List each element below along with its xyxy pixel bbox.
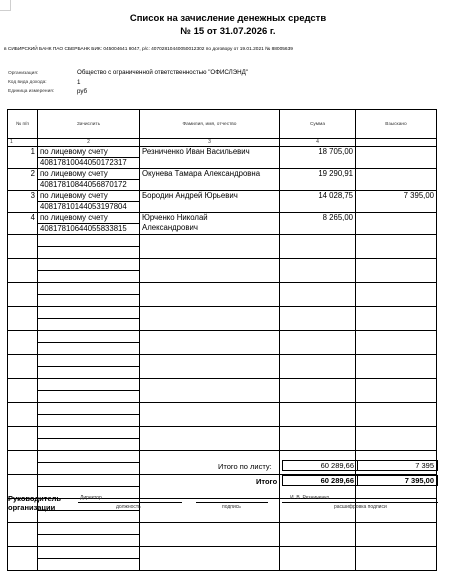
empty-cell [38, 271, 140, 283]
amount-cell: 18 705,00 [280, 147, 356, 169]
empty-cell [356, 523, 437, 547]
empty-cell [280, 403, 356, 427]
empty-cell [38, 427, 140, 439]
page-total-label: Итого по листу: [218, 462, 272, 471]
empty-cell [140, 523, 280, 547]
column-number-row [8, 139, 437, 147]
account-number: 40817810044050172317 [38, 158, 140, 169]
empty-table-row [8, 403, 437, 415]
empty-cell [280, 427, 356, 451]
income-code-value: 1 [77, 79, 81, 86]
empty-table-row [8, 259, 437, 271]
fio-cell [140, 169, 280, 191]
empty-cell [8, 355, 38, 379]
empty-cell [8, 427, 38, 451]
header-cell: Фамилия, имя, отчество [140, 110, 280, 139]
credit-type: по лицевому счету [38, 191, 140, 202]
empty-cell [38, 391, 140, 403]
empty-cell [8, 451, 38, 475]
document-number: № 15 от 31.07.2026 г. [180, 26, 276, 37]
empty-cell [356, 355, 437, 379]
document-title: Список на зачисление денежных средств [129, 13, 327, 24]
empty-cell [38, 439, 140, 451]
fio-cell [140, 147, 280, 169]
empty-cell [280, 283, 356, 307]
table-row [8, 191, 437, 202]
empty-cell [356, 427, 437, 451]
empty-cell [140, 355, 280, 379]
empty-cell [8, 379, 38, 403]
amount-cell: 14 028,75 [280, 191, 356, 213]
empty-cell [280, 523, 356, 547]
empty-cell [356, 547, 437, 571]
account-number: 40817810644055833815 [38, 224, 140, 235]
credit-type: по лицевому счету [38, 213, 140, 224]
fio-line1: Резниченко Иван Васильевич [142, 147, 250, 156]
empty-cell [280, 331, 356, 355]
column-number: 3 [140, 139, 280, 147]
empty-cell [38, 295, 140, 307]
table-row [8, 169, 437, 180]
position-line [78, 502, 182, 503]
signature-role-line2: организации [8, 503, 56, 512]
grand-total-sum: 60 289,66 [282, 475, 358, 486]
caption-position: должность [116, 504, 141, 510]
account-number: 40817810844056870172 [38, 180, 140, 191]
empty-cell [38, 283, 140, 295]
empty-cell [8, 403, 38, 427]
empty-cell [38, 235, 140, 247]
empty-cell [38, 379, 140, 391]
empty-cell [38, 319, 140, 331]
empty-cell [140, 379, 280, 403]
empty-cell [8, 523, 38, 547]
empty-table-row [8, 379, 437, 391]
name-line [282, 502, 438, 503]
empty-cell [38, 247, 140, 259]
fio-line2: Александрович [142, 223, 198, 232]
empty-cell [140, 307, 280, 331]
empty-cell [140, 427, 280, 451]
empty-cell [8, 547, 38, 571]
header-cell: Зачислить [38, 110, 140, 139]
column-number: 2 [38, 139, 140, 147]
empty-cell [280, 379, 356, 403]
header-cell: Сумма [280, 110, 356, 139]
empty-table-row [8, 355, 437, 367]
empty-table-row [8, 523, 437, 535]
empty-cell [8, 283, 38, 307]
empty-cell [280, 547, 356, 571]
credit-type: по лицевому счету [38, 147, 140, 158]
unit-value: руб [77, 88, 88, 95]
table-row [8, 213, 437, 224]
table-header-row [8, 110, 437, 139]
amount-cell: 19 290,91 [280, 169, 356, 191]
amount-cell: 8 265,00 [280, 213, 356, 235]
signature-line [196, 502, 268, 503]
empty-table-row [8, 283, 437, 295]
unit-label: Единица измерения: [8, 89, 55, 94]
fio-cell [140, 213, 280, 235]
empty-cell [38, 355, 140, 367]
empty-cell [8, 307, 38, 331]
empty-cell [38, 511, 140, 523]
empty-cell [8, 235, 38, 259]
header-cell: № п/п [8, 110, 38, 139]
caption-signature: подпись [222, 504, 241, 510]
grand-total-recovered: 7 395,00 [357, 475, 438, 486]
empty-cell [38, 367, 140, 379]
empty-cell [38, 547, 140, 559]
fio-line1: Окунева Тамара Александровна [142, 169, 261, 178]
empty-cell [38, 415, 140, 427]
row-number: 4 [8, 213, 38, 235]
empty-cell [280, 355, 356, 379]
fio-cell [140, 191, 280, 213]
table-row [8, 147, 437, 158]
empty-cell [8, 331, 38, 355]
empty-cell [38, 535, 140, 547]
empty-cell [140, 283, 280, 307]
fio-line1: Юрченко Николай [142, 213, 208, 222]
empty-cell [140, 403, 280, 427]
credit-type: по лицевому счету [38, 169, 140, 180]
empty-cell [356, 283, 437, 307]
empty-cell [38, 343, 140, 355]
recovered-cell: 7 395,00 [356, 191, 437, 213]
empty-cell [140, 235, 280, 259]
empty-table-row [8, 235, 437, 247]
account-number: 40817810144053197804 [38, 202, 140, 213]
empty-cell [38, 331, 140, 343]
signature-position-value: Директор [80, 495, 102, 501]
empty-cell [356, 331, 437, 355]
empty-cell [38, 523, 140, 535]
empty-cell [38, 475, 140, 487]
empty-cell [140, 331, 280, 355]
empty-cell [38, 463, 140, 475]
empty-table-row [8, 331, 437, 343]
empty-cell [140, 547, 280, 571]
grand-total-label: Итого [256, 477, 278, 486]
column-number: 4 [280, 139, 356, 147]
empty-cell [140, 259, 280, 283]
page-corner-mark [0, 0, 11, 11]
signature-name-value: И. В. Резниченко [290, 495, 330, 501]
row-number: 2 [8, 169, 38, 191]
empty-cell [8, 259, 38, 283]
org-value: Общество с ограниченной ответственностью "ОФИСЛЭНД" [77, 69, 249, 76]
empty-cell [280, 235, 356, 259]
empty-cell [356, 259, 437, 283]
bank-details: в СИБИРСКИЙ БАНК ПАО СБЕРБАНК БИК: 045004641 8047, р/с: 40702810440050012302 по договору от 19.01.2021 № 88005639 [4, 47, 293, 52]
signature-role-line1: Руководитель [8, 494, 61, 503]
page-total-sum: 60 289,66 [282, 460, 358, 471]
empty-cell [280, 307, 356, 331]
column-number [356, 139, 437, 147]
org-label: Организация: [8, 71, 39, 76]
empty-table-row [8, 547, 437, 559]
empty-cell [356, 403, 437, 427]
empty-cell [38, 559, 140, 571]
page-total-recovered: 7 395 [357, 460, 438, 471]
fio-line1: Бородин Андрей Юрьевич [142, 191, 238, 200]
row-number: 1 [8, 147, 38, 169]
empty-cell [38, 259, 140, 271]
recovered-cell [356, 169, 437, 191]
empty-cell [280, 259, 356, 283]
header-cell: Взыскано [356, 110, 437, 139]
empty-cell [356, 235, 437, 259]
empty-cell [356, 379, 437, 403]
row-number: 3 [8, 191, 38, 213]
empty-table-row [8, 307, 437, 319]
recovered-cell [356, 147, 437, 169]
caption-name: расшифровка подписи [334, 504, 387, 510]
empty-cell [38, 403, 140, 415]
income-code-label: Код вида дохода: [8, 80, 47, 85]
empty-cell [38, 451, 140, 463]
recovered-cell [356, 213, 437, 235]
column-number: 1 [8, 139, 38, 147]
empty-table-row [8, 427, 437, 439]
empty-cell [356, 307, 437, 331]
empty-cell [38, 307, 140, 319]
